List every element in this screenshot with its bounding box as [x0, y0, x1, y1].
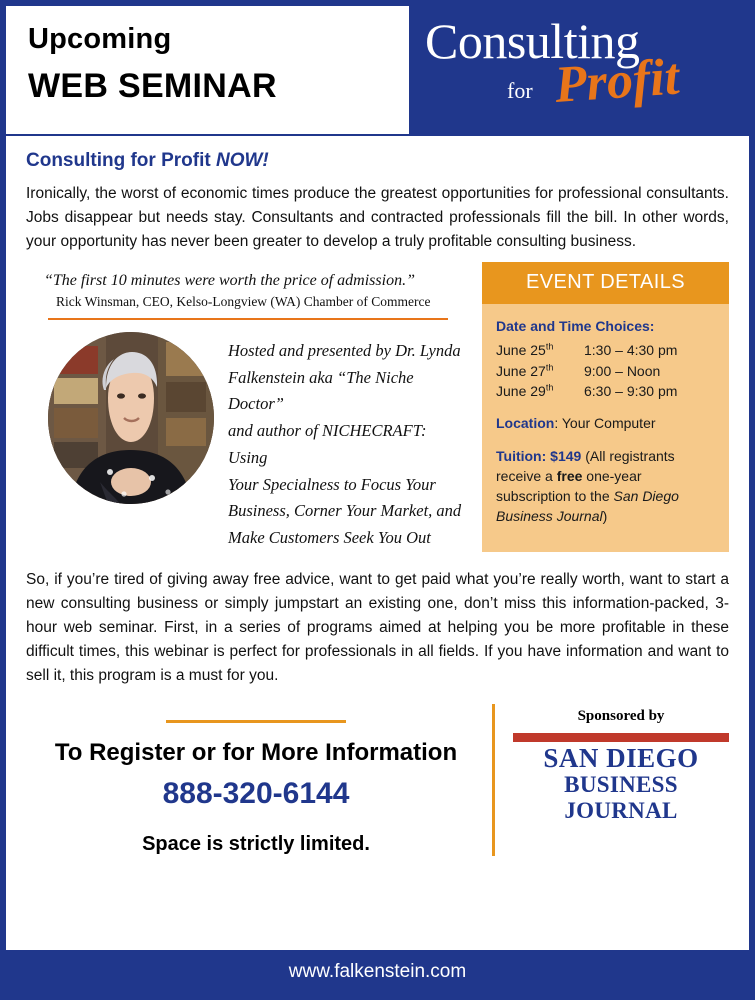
footer-section: [26, 704, 729, 856]
header-upcoming-label: Upcoming: [28, 23, 172, 55]
testimonial-and-host: [26, 268, 468, 552]
event-details-box: [482, 262, 729, 552]
event-location: [496, 413, 717, 433]
section-title: [26, 150, 729, 172]
brand-profit-text: Profit: [552, 48, 681, 115]
event-tuition-publication: San Diego Business Journal: [496, 488, 679, 525]
register-phone-number[interactable]: 888-320-6144: [162, 777, 350, 811]
event-details-body: [482, 304, 729, 552]
body-content: [6, 136, 749, 552]
host-portrait-photo: [48, 332, 214, 504]
event-tuition-label: Tuition: $149: [496, 447, 582, 464]
sponsor-logo-bar: [513, 733, 729, 742]
section-title-main: Consulting for Profit: [26, 150, 216, 171]
event-location-label: Location: [496, 415, 555, 432]
host-line-3: and author of NICHECRAFT: Using: [228, 421, 427, 467]
event-date-2: June 29th: [496, 382, 554, 399]
event-dates-label: Date and Time Choices:: [496, 318, 655, 335]
event-tuition-text-1: (All registrants receive a: [496, 447, 675, 484]
host-row: [26, 332, 468, 552]
flyer-header: [6, 6, 749, 136]
event-dates-list: [496, 340, 717, 401]
intro-paragraph: Ironically, the worst of economic times produce the greatest opportunities for professional consultants. Jobs disappear but needs stay. Consultants and contracted professionals fill the bill. In other words, your opportunity has never been greater to develop a truly profitable consulting business.: [26, 185, 729, 251]
vertical-divider: [492, 704, 495, 856]
registration-block: [26, 704, 486, 856]
sponsor-logo-line-1: SAN DIEGO: [543, 743, 699, 774]
event-date-1: June 27th: [496, 361, 554, 379]
event-tuition-free: free: [556, 467, 583, 484]
header-title-block: [6, 6, 411, 136]
closing-paragraph: So, if you’re tired of giving away free advice, want to get paid what you’re really worth, want to start a new consulting business or simply jumpstart an existing one, don’t miss this information-packed, 3-hour web seminar. First, in a series of programs aimed at helping you be more profitable in these difficult times, this webinar is perfect for professionals in all fields. If you have information and want to sell it, this program is a must for you.: [26, 571, 729, 685]
sponsor-block: [513, 704, 729, 823]
event-time-1: 9:00 – Noon: [584, 362, 661, 379]
divider-orange-bottom: [166, 720, 346, 723]
host-line-2: Falkenstein aka “The Niche Doctor”: [228, 367, 414, 414]
event-time-0: 1:30 – 4:30 pm: [584, 342, 678, 359]
event-date-row: [496, 381, 717, 401]
testimonial-quote: “The first 10 minutes were worth the price of admission.”: [44, 272, 415, 290]
event-date-0: June 25th: [496, 341, 554, 359]
divider-orange-top: [48, 318, 448, 320]
host-line-4: Your Specialness to Focus Your: [228, 474, 436, 494]
event-date-row: [496, 361, 717, 381]
event-details-heading: EVENT DETAILS: [482, 262, 729, 304]
brand-logo-block: [411, 6, 749, 136]
header-seminar-title: WEB SEMINAR: [28, 66, 277, 105]
host-line-5: Business, Corner Your Market, and: [228, 501, 462, 521]
brand-consulting-text: Consulting: [425, 13, 640, 69]
host-line-1: Hosted and presented by Dr. Lynda: [228, 341, 461, 361]
section-title-emphasis: NOW!: [215, 150, 269, 171]
sponsored-by-label: Sponsored by: [577, 708, 665, 725]
testimonial-attribution: Rick Winsman, CEO, Kelso-Longview (WA) Chamber of Commerce: [56, 294, 431, 310]
host-description: [228, 332, 468, 552]
host-line-6: Make Customers Seek You Out: [228, 528, 431, 548]
website-bar: [6, 950, 749, 994]
brand-for-text: for: [507, 78, 533, 103]
mid-section: [26, 268, 729, 552]
event-time-2: 6:30 – 9:30 pm: [584, 382, 678, 399]
event-tuition: [496, 446, 717, 527]
sponsor-logo-line-2: BUSINESS JOURNAL: [564, 772, 678, 823]
space-limited-note: Space is strictly limited.: [142, 833, 370, 856]
website-url[interactable]: www.falkenstein.com: [288, 961, 467, 982]
event-date-row: [496, 340, 717, 360]
event-tuition-text-2: one-year subscription to the: [496, 467, 642, 505]
event-location-value: : Your Computer: [554, 415, 656, 432]
register-heading: To Register or for More Information: [54, 739, 458, 767]
sponsor-logo: [513, 733, 729, 823]
event-tuition-text-3: ): [602, 508, 608, 525]
